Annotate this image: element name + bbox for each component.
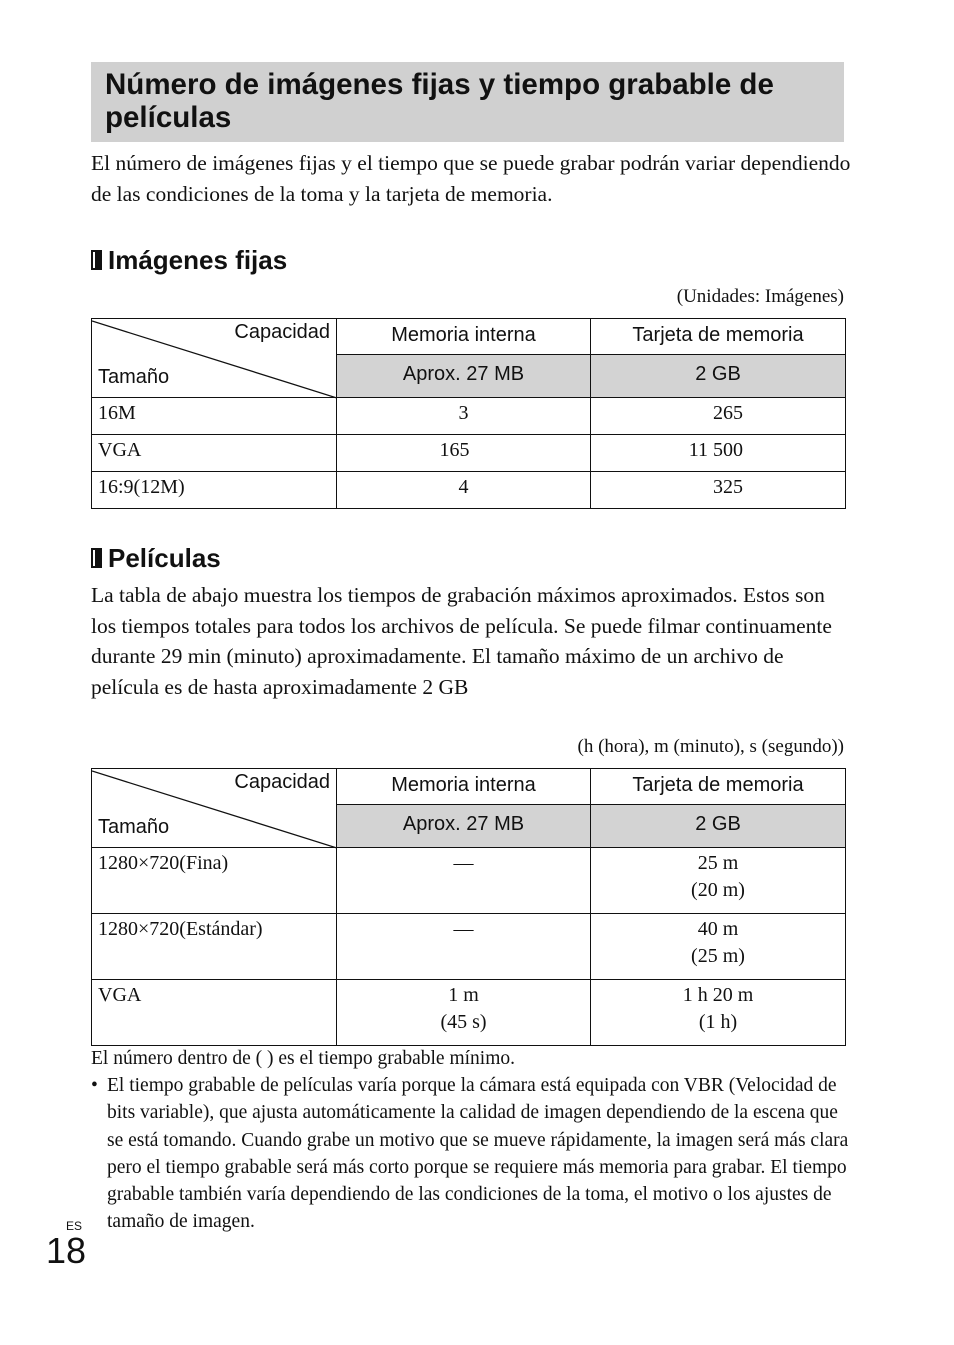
vbr-bullet: • El tiempo grabable de películas varía porque la cámara está equipada con VBR (Velocidad de bits variable), que ajusta automáticamente la calidad de imagen dependiendo de la escena que se está tomando. Cuando grabe un motivo que se mueve rápidamente, la imagen será más clara pero el tiempo grabable será más corto porque se requiere más memoria para grabar. El tiempo grabable también varía dependiendo de las condiciones de la toma, el motivo o los ajustes de tamaño de imagen. [91,1072,851,1235]
diagonal-header-cell [92,319,337,398]
table-row [92,472,846,509]
memory-card-capacity: 2 GB [591,355,846,398]
memory-card-header: Tarjeta de memoria [591,769,846,805]
card-value-cell [591,848,846,914]
internal-memory-header: Memoria interna [337,769,591,805]
card-value-cell [591,914,846,980]
movies-table [91,768,846,1046]
table-header-row [92,769,846,805]
table-row [92,435,846,472]
page-number: 18 [46,1230,87,1271]
size-cell: VGA [92,980,337,1046]
table-row [92,980,846,1046]
card-min-time: (25 m) [691,945,745,967]
section-marker-icon [91,548,102,568]
section-marker-icon [91,250,102,270]
card-min-time: (20 m) [691,879,745,901]
internal-min-time: (45 s) [440,1011,487,1033]
internal-value-cell: 165 [337,435,591,472]
internal-time: 1 m [448,984,479,1006]
size-cell: VGA [92,435,337,472]
capacity-label: Capacidad [234,771,330,793]
internal-value-cell: 4 [337,472,591,509]
internal-memory-header: Memoria interna [337,319,591,355]
table-row [92,914,846,980]
table-header-row [92,319,846,355]
size-cell: 16M [92,398,337,435]
size-cell: 1280×720(Fina) [92,848,337,914]
capacity-label: Capacidad [234,321,330,343]
movies-units: (h (hora), m (minuto), s (segundo)) [577,736,844,757]
movies-heading-text: Películas [108,543,221,573]
page-title: Número de imágenes fijas y tiempo grabable de películas [105,68,774,134]
card-time: 1 h 20 m [682,984,754,1006]
min-time-note: El número dentro de ( ) es el tiempo grabable mínimo. [91,1048,516,1069]
stills-units: (Unidades: Imágenes) [676,286,844,307]
stills-table [91,318,846,509]
stills-heading-text: Imágenes fijas [108,245,288,275]
notes-block [91,1045,851,1235]
card-value-cell [591,980,846,1046]
internal-value-cell [337,848,591,914]
size-label: Tamaño [98,816,170,838]
memory-card-capacity: 2 GB [591,805,846,848]
intro-paragraph: El número de imágenes fijas y el tiempo que se puede grabar podrán variar dependiendo de las condiciones de la toma y la tarjeta de memoria. [91,151,851,206]
memory-card-header: Tarjeta de memoria [591,319,846,355]
internal-memory-capacity: Aprox. 27 MB [337,355,591,398]
internal-memory-capacity: Aprox. 27 MB [337,805,591,848]
notes-list [91,1072,851,1235]
card-value-cell: 325 [591,472,846,509]
internal-value-cell [337,914,591,980]
size-cell: 1280×720(Estándar) [92,914,337,980]
internal-value-cell [337,980,591,1046]
diagonal-header-cell [92,769,337,848]
table-row [92,398,846,435]
internal-value-cell: 3 [337,398,591,435]
movies-heading [91,543,221,573]
size-label: Tamaño [98,366,170,388]
card-value-cell: 11 500 [591,435,846,472]
card-value-cell: 265 [591,398,846,435]
page-title-bar [91,62,844,142]
movies-description: La tabla de abajo muestra los tiempos de grabación máximos aproximados. Estos son los tiempos totales para todos los archivos de película. Se puede filmar continuamente durante 29 min (minuto) aproximadamente. El tamaño máximo de un archivo de película es de hasta aproximadamente 2 GB [91,583,832,699]
table-row [92,848,846,914]
card-min-time: (1 h) [698,1011,738,1033]
card-time: 40 m [697,918,739,940]
internal-time: — [453,852,474,874]
card-time: 25 m [697,852,739,874]
page-language-code: ES [66,1219,83,1233]
stills-heading [91,245,287,275]
size-cell: 16:9(12M) [92,472,337,509]
internal-time: — [453,918,474,940]
